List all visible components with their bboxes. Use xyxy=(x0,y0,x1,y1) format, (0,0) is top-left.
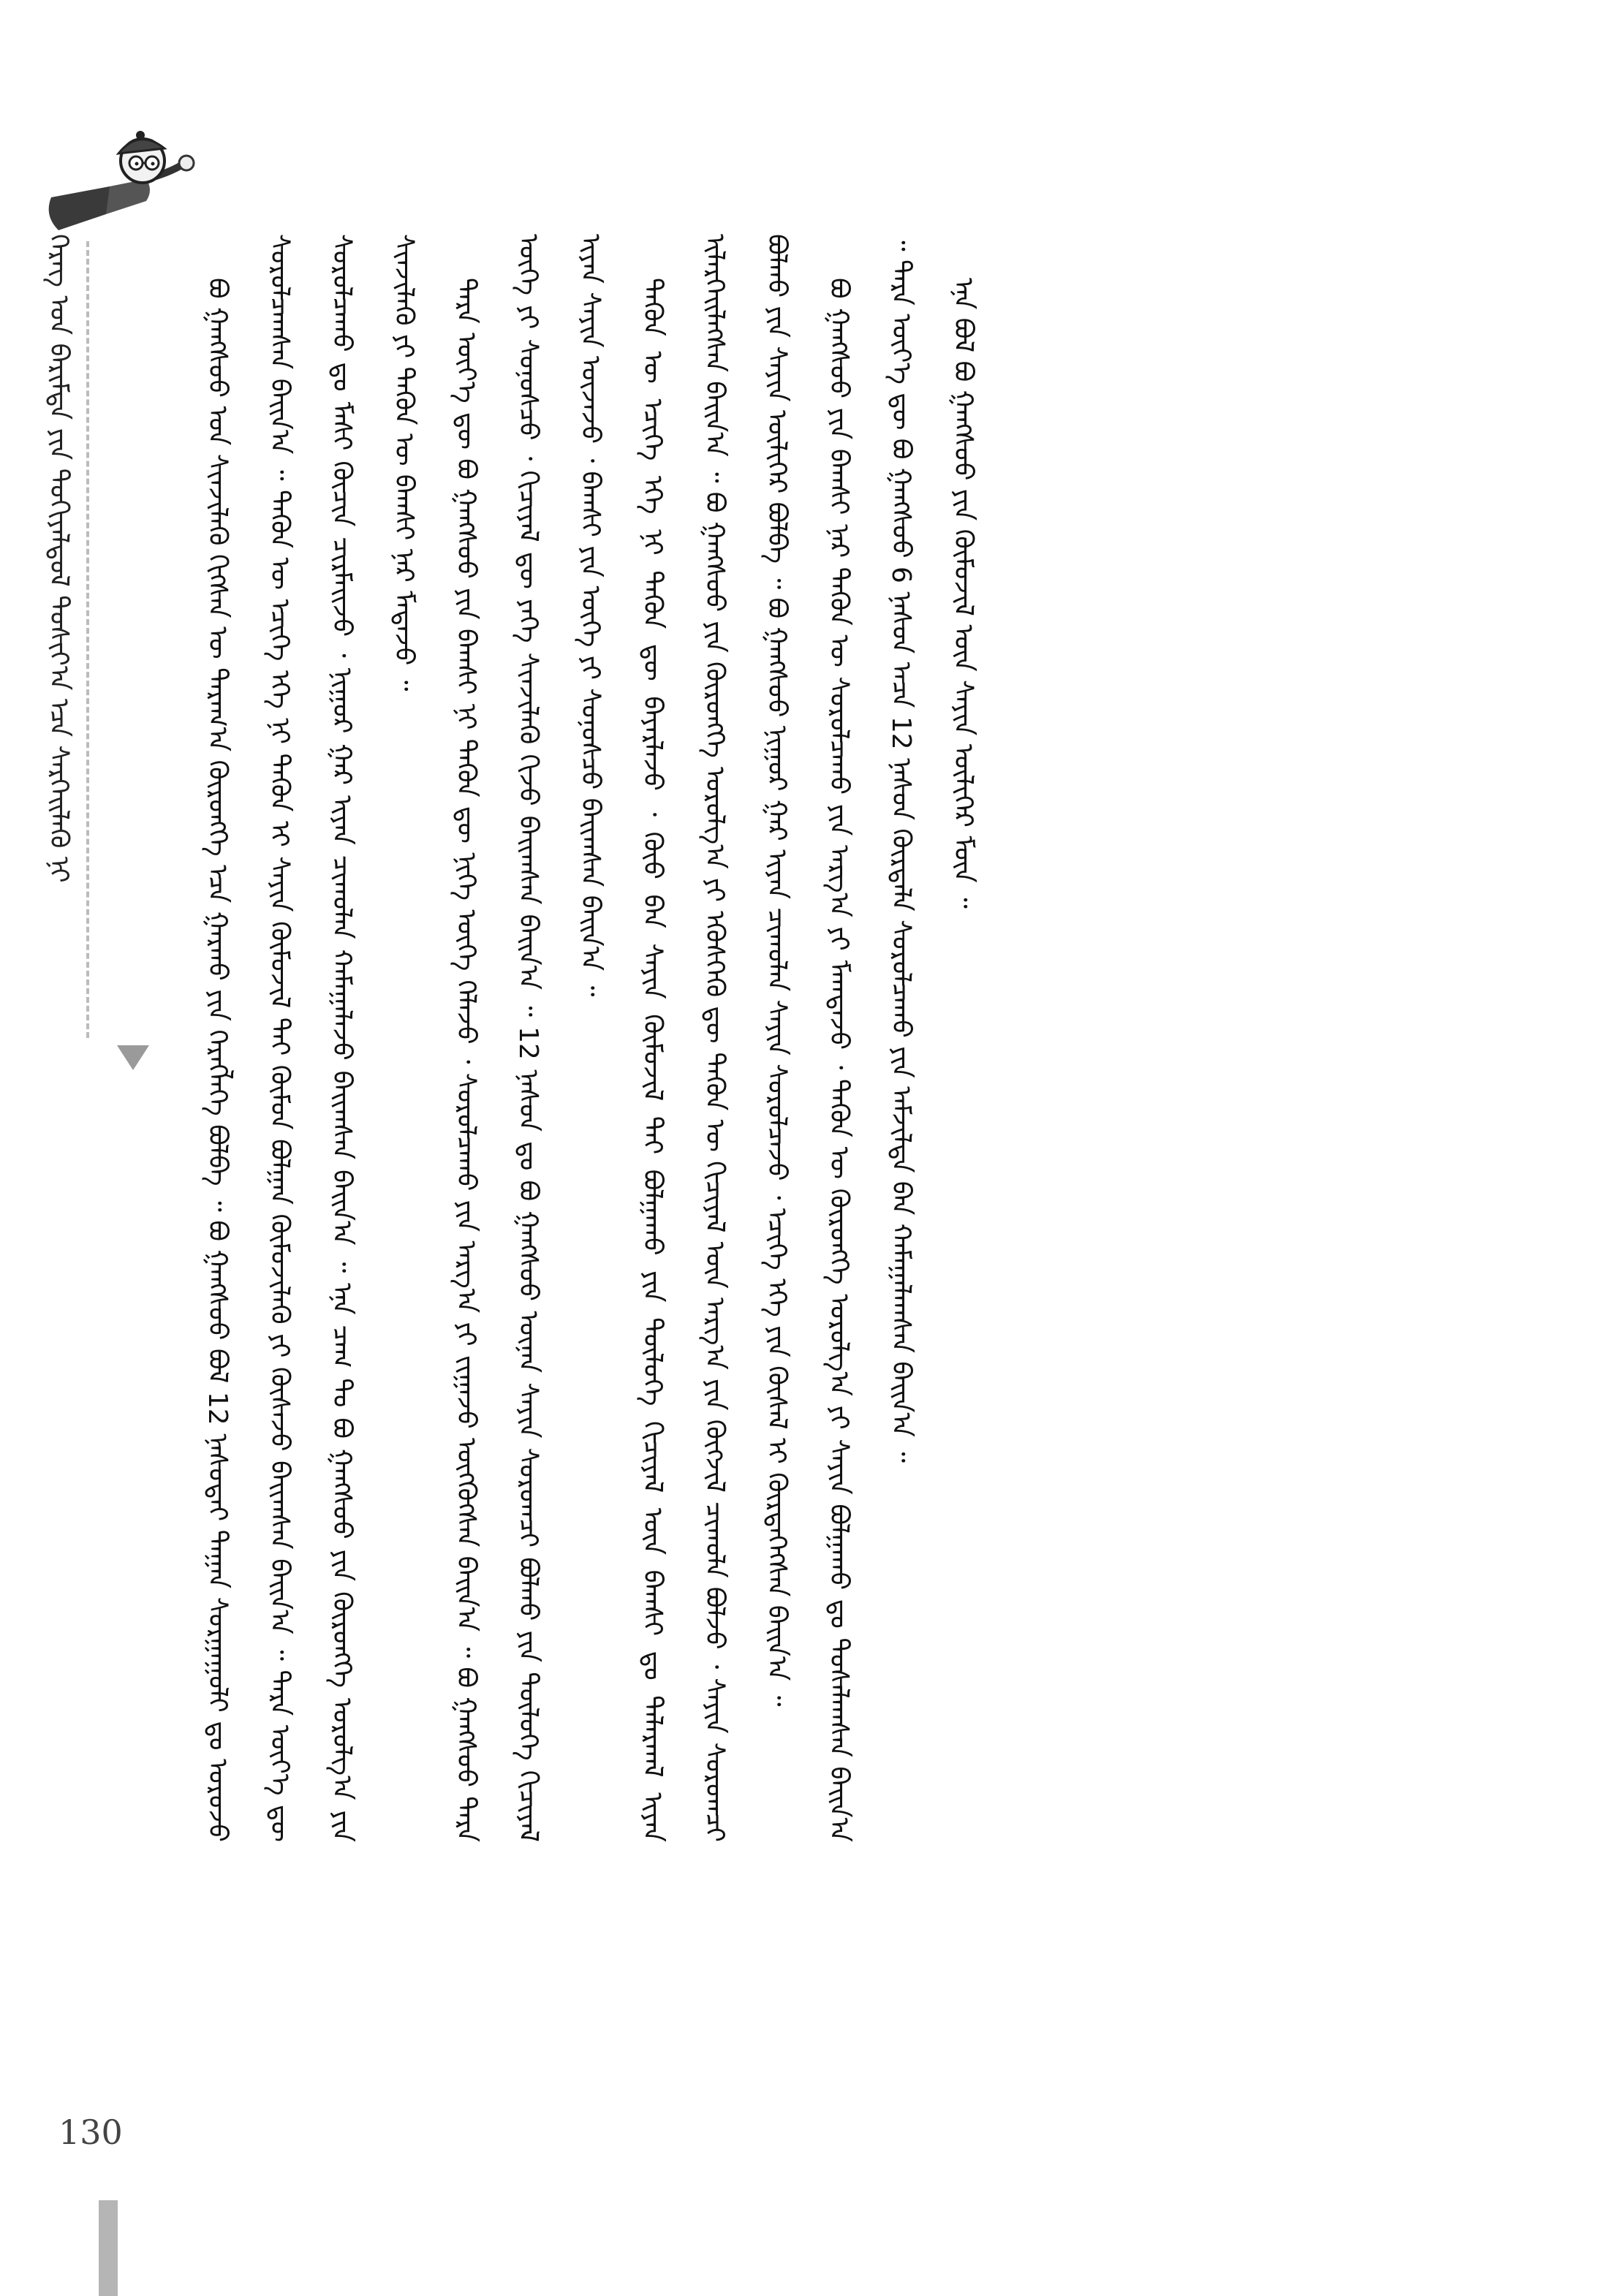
paragraph: ᠡᠨᠡ ᠪᠣᠯ ᠪᠣ ᠭᠠᠩᠰᠤᠣ ᠶᠢᠨ ᠬᠦᠮᠦᠵᠢᠯ ᠦᠨ ᠰᠠᠶᠢᠨ ᠦᠯᠢᠭᠡᠷ ᠮᠥᠨ ᠃ xyxy=(948,278,978,909)
paragraph: ᠪᠣ ᠭᠠᠩᠰᠤᠣ ᠶᠢᠨ ᠪᠠᠭᠰᠢ ᠨᠠᠷ ᠲᠡᠭᠦᠨ ᠦ ᠰᠤᠷᠤᠯᠴᠠᠬᠤ ᠶᠢᠨ ᠠᠷᠭ᠎ᠠ ᠶᠢ ᠮᠠᠭᠲᠠᠵᠤ ᠂ ᠲᠡᠭᠦᠨ ᠦ ᠬᠥᠷᠦᠩᠭᠡ ᠣᠷᠣᠯᠭ᠎ᠠ ᠶᠢ ᠰᠠᠶᠢᠨ ᠪᠣᠯᠭᠠᠬᠤ ᠳᠤ ᠲᠤᠰᠠᠯᠠᠭᠰᠠᠨ ᠪᠠᠢᠨ᠎ᠠ ᠃ ᠲᠡᠷᠡ ᠦᠶ᠎ᠡ ᠳᠦ ᠪᠣ ᠭᠠᠩᠰᠤᠣ 6 ᠨᠠᠰᠤᠨ ᠠᠴᠠ 12 ᠨᠠᠰᠤᠨ ᠬᠦᠷᠲᠡᠯᠡ ᠰᠤᠷᠤᠯᠴᠠᠬᠤ ᠶᠢᠨ ᠠᠮᠵᠢᠯᠲᠠ ᠪᠠᠨ ᠬᠠᠮᠠᠭᠠᠯᠠᠭᠰᠠᠨ ᠪᠠᠢᠨ᠎ᠠ ᠃ xyxy=(824,234,916,1842)
triangle-down-icon xyxy=(117,1045,149,1070)
header-divider xyxy=(86,241,89,1038)
page-number: 130 xyxy=(58,2113,123,2152)
body-text xyxy=(186,234,1422,1842)
header-title: ᠬᠡᠷᠡᠭ ᠤᠨ ᠪᠠᠷᠢᠮᠲᠠ ᠶᠢᠨ ᠲᠣᠬᠢᠶᠠᠯᠳᠤᠯ ᠳᠣᠰᠢᠶ᠎ᠠ ᠡᠴᠡ ᠰᠡᠷᠭᠡᠢᠯᠡᠬᠦ ᠨᠢ xyxy=(44,234,74,883)
paragraph: ᠪᠣ ᠭᠠᠩᠰᠤᠣ ᠤᠨ ᠰᠢᠨᠵᠢᠯᠡᠬᠦ ᠬᠢᠭᠰᠡᠨ ᠦ ᠳᠠᠷᠠᠭ᠎ᠠ ᠬᠥᠷᠦᠩᠭᠡ ᠡᠴᠡ ᠭᠠᠷᠬᠤ ᠶᠢᠨ ᠬᠡᠷᠡᠭᠯᠡᠭᠡ ᠪᠣᠯᠪᠠ ᠃ ᠪᠣ ᠭᠠᠩᠰᠤᠣ ᠪᠣᠯ 12 ᠨᠠᠰᠤᠲᠠᠢ ᠳᠠᠭᠠᠨ ᠰᠤᠷᠭᠠᠭᠤᠯᠢ ᠳᠤ ᠣᠷᠣᠵᠤ ᠰᠤᠷᠤᠯᠴᠠᠭᠰᠠᠨ ᠪᠠᠢᠨ᠎ᠠ ᠃ ᠲᠡᠭᠦᠨ ᠦ ᠡᠴᠢᠭᠡ ᠡᠬᠡ ᠨᠢ ᠲᠡᠭᠦᠨ ᠢ ᠰᠠᠶᠢᠨ ᠬᠦᠮᠦᠵᠢᠯ ᠲᠡᠢ ᠬᠦᠮᠦᠨ ᠪᠣᠯᠭᠠᠨ ᠬᠦᠮᠦᠵᠢᠯᠡᠬᠦ ᠶᠢ ᠬᠦᠰᠡᠵᠦ ᠪᠠᠢᠭᠰᠠᠨ ᠪᠠᠢᠨ᠎ᠠ ᠃ ᠲᠡᠷᠡ ᠦᠶ᠎ᠡ ᠳᠦ ᠰᠤᠷᠤᠯᠴᠠᠬᠤ ᠳᠤ ᠮᠠᠰᠢ ᠬᠦᠴᠢᠨ ᠴᠢᠷᠮᠠᠢᠵᠤ ᠂ ᠨᠢᠭᠤᠷ ᠭᠠᠷ ᠢᠶᠠᠨ ᠴᠢᠬᠤᠯᠠᠨ ᠬᠠᠮᠠᠭᠠᠯᠠᠵᠤ ᠪᠠᠢᠭᠰᠠᠨ ᠪᠠᠢᠨ᠎ᠠ ᠃ ᠡᠨᠡ ᠴᠠᠭ ᠲᠤ ᠪᠣ ᠭᠠᠩᠰᠤᠣ ᠶᠢᠨ ᠬᠥᠷᠦᠩᠭᠡ ᠣᠷᠣᠯᠭ᠎ᠠ ᠶᠢᠨ ᠰᠢᠨᠵᠢᠯᠡᠬᠦ ᠶᠢ ᠲᠡᠭᠦᠨ ᠦ ᠪᠠᠭᠰᠢ ᠨᠠᠷ ᠮᠡᠳᠡᠵᠦ ᠃ xyxy=(203,234,419,1842)
running-header xyxy=(37,234,80,1075)
page-edge-bar xyxy=(99,2200,118,2296)
paragraph: ᠲᠡᠷᠡ ᠦᠶ᠎ᠡ ᠳᠦ ᠪᠣ ᠭᠠᠩᠰᠤᠣ ᠶᠢᠨ ᠪᠠᠭᠰᠢ ᠨᠢ ᠲᠡᠭᠦᠨ ᠳᠦ ᠨᠢᠭᠡ ᠦᠭᠡ ᠬᠡᠯᠡᠵᠦ ᠂ ᠰᠤᠷᠤᠯᠴᠠᠬᠤ ᠶᠢᠨ ᠠᠷᠭ᠎ᠠ ᠶᠢ ᠵᠢᠭᠠᠵᠤ ᠦᠭᠭᠦᠭᠰᠡᠨ ᠪᠠᠢᠨ᠎ᠠ ᠃ ᠪᠣ ᠭᠠᠩᠰᠤᠣ ᠲᠡᠷᠡ ᠦᠭᠡ ᠶᠢ ᠰᠣᠨᠣᠰᠴᠤ ᠂ ᠬᠢᠴᠢᠶᠡᠯ ᠳᠦ ᠶᠡᠬᠡ ᠰᠢᠨᠵᠢᠯᠡᠬᠦ ᠬᠢᠵᠦ ᠪᠠᠢᠭᠰᠠᠨ ᠪᠠᠢᠨ᠎ᠠ ᠃ 12 ᠨᠠᠰᠤᠨ ᠳᠤ ᠪᠣ ᠭᠠᠩᠰᠤᠣ ᠦᠨᠡᠨ ᠰᠠᠶᠢᠨ ᠰᠤᠷᠤᠭᠴᠢ ᠪᠣᠯᠬᠤ ᠶᠢᠨ ᠲᠥᠯᠦᠭᠡ ᠬᠢᠴᠢᠶᠡᠯ ᠢᠶᠡᠨ ᠰᠠᠶᠢᠨ ᠦᠵᠡᠵᠦ ᠂ ᠪᠠᠭᠰᠢ ᠶᠢᠨ ᠦᠭᠡ ᠶᠢ ᠰᠣᠨᠣᠰᠴᠤ ᠪᠠᠢᠭᠰᠠᠨ ᠪᠠᠢᠨ᠎ᠠ ᠃ xyxy=(451,234,605,1842)
paragraph: ᠲᠡᠭᠦᠨ ᠦ ᠡᠴᠢᠭᠡ ᠡᠬᠡ ᠨᠢ ᠲᠡᠭᠦᠨ ᠳᠦ ᠪᠠᠶᠠᠷᠯᠠᠵᠤ ᠂ ᠬᠦᠦ ᠪᠠᠨ ᠰᠠᠶᠢᠨ ᠬᠦᠮᠦᠵᠢᠯ ᠲᠡᠢ ᠪᠣᠯᠭᠠᠬᠤ ᠶᠢᠨ ᠲᠥᠯᠦᠭᠡ ᠬᠢᠴᠢᠶᠡᠯ ᠦᠨ ᠪᠠᠭᠰᠢ ᠳᠤ ᠲᠠᠯᠠᠷᠬᠠᠯ ᠢᠶᠡᠨ ᠢᠯᠡᠷᠬᠡᠢᠯᠡᠭᠰᠡᠨ ᠪᠠᠢᠨ᠎ᠠ ᠃ ᠪᠣ ᠭᠠᠩᠰᠤᠣ ᠶᠢᠨ ᠬᠥᠷᠦᠩᠭᠡ ᠣᠷᠣᠯᠭ᠎ᠠ ᠶᠢ ᠡᠭᠦᠰᠬᠡᠬᠦ ᠳᠦ ᠲᠡᠭᠦᠨ ᠦ ᠬᠢᠴᠢᠶᠡᠯ ᠦᠨ ᠠᠷᠭ᠎ᠠ ᠶᠢᠨ ᠬᠥᠭᠵᠢᠯ ᠴᠢᠬᠤᠯᠠ ᠪᠣᠯᠵᠤ ᠂ ᠰᠠᠶᠢᠨ ᠰᠤᠷᠤᠭᠴᠢ ᠪᠣᠯᠬᠤ ᠶᠢᠨ ᠰᠠᠶᠢᠨ ᠦᠯᠢᠭᠡᠷ ᠪᠣᠯᠪᠠ ᠃ ᠪᠣ ᠭᠠᠩᠰᠤᠣ ᠨᠢᠭᠤᠷ ᠭᠠᠷ ᠢᠶᠠᠨ ᠴᠢᠬᠤᠯᠠᠨ ᠰᠠᠶᠢᠨ ᠰᠤᠷᠤᠯᠴᠠᠵᠤ ᠂ ᠡᠴᠢᠭᠡ ᠡᠬᠡ ᠶᠢᠨ ᠬᠦᠰᠡᠯ ᠢ ᠬᠦᠷᠲᠡᠭᠡᠭᠰᠡᠨ ᠪᠠᠢᠨ᠎ᠠ ᠃ xyxy=(638,234,792,1842)
mascot-icon xyxy=(37,128,205,245)
